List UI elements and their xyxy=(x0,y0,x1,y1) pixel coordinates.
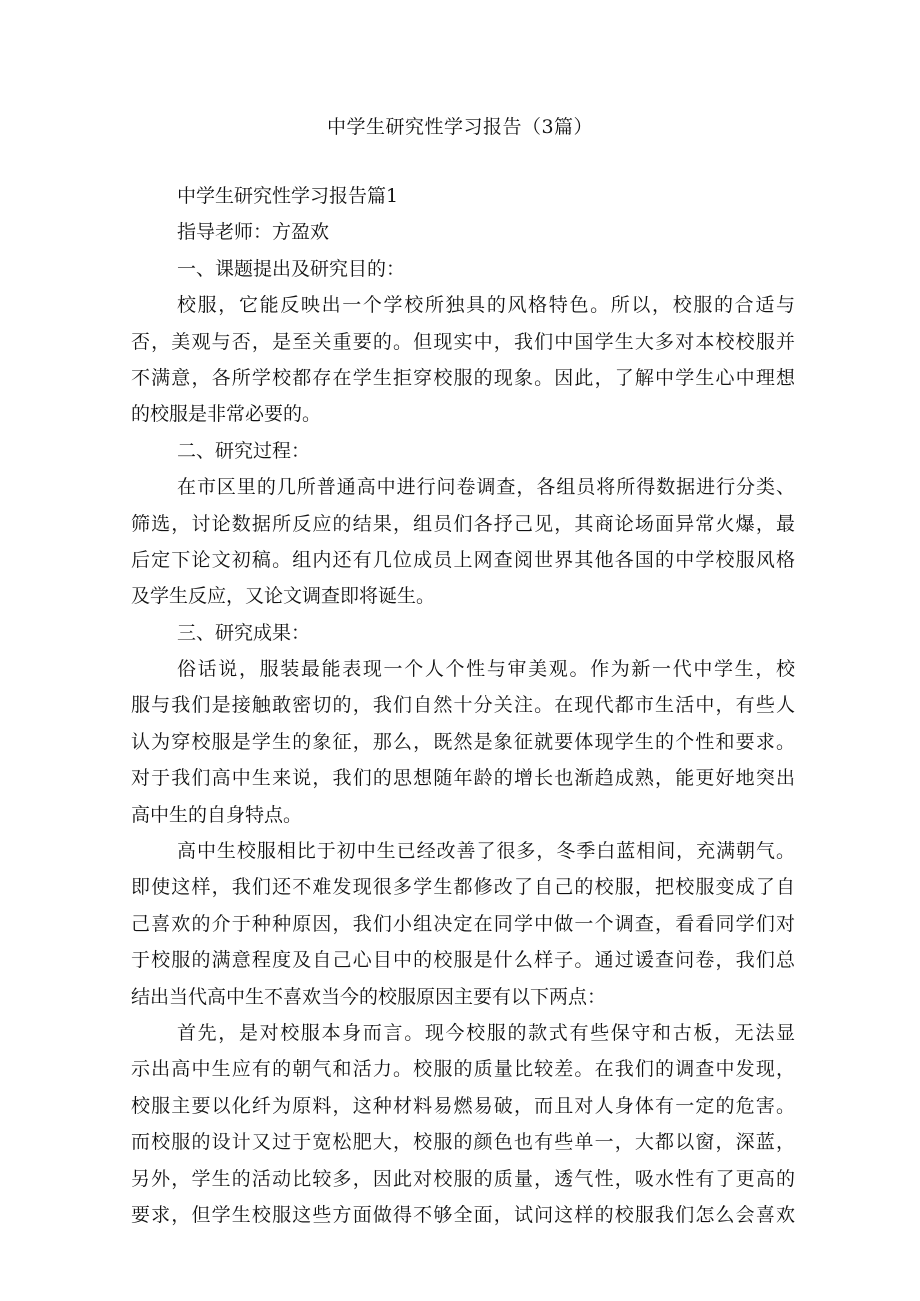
text-line: 三、研究成果： xyxy=(177,621,311,644)
text-line: 于校服的满意程度及自己心目中的校服是什么样子。通过谖查问卷，我们总 xyxy=(131,949,795,972)
text-line: 在市区里的几所普通高中进行问卷调查，各组员将所得数据进行分类、 xyxy=(177,476,795,499)
text-line: 高中生校服相比于初中生已经改善了很多，冬季白蓝相间，充满朝气。 xyxy=(177,840,795,863)
text-line: 要求，但学生校服这些方面做得不够全面，试问这样的校服我们怎么会喜欢 xyxy=(131,1203,795,1226)
text-line: 后定下论文初稿。组内还有几位成员上网查阅世界其他各国的中学校服风格 xyxy=(131,548,795,571)
text-line: 否，美观与否，是至关重要的。但现实中，我们中国学生大多对本校校服并 xyxy=(131,330,795,353)
text-line: 指导老师：方盈欢 xyxy=(177,221,330,244)
text-line: 及学生反应，又论文调查即将诞生。 xyxy=(131,585,436,608)
text-line: 结出当代高中生不喜欢当今的校服原因主要有以下两点： xyxy=(131,985,607,1008)
text-line: 的校服是非常必要的。 xyxy=(131,403,322,426)
text-line: 而校服的设计又过于宽松肥大，校服的颜色也有些单一，大都以窗，深蓝， xyxy=(131,1131,795,1154)
text-line: 己喜欢的介于种种原因，我们小组决定在同学中做一个调查，看看同学们对 xyxy=(131,912,795,935)
text-line: 不满意，各所学校都存在学生拒穿校服的现象。因此，了解中学生心中理想 xyxy=(131,366,795,389)
text-line: 对于我们高中生来说，我们的思想随年龄的增长也渐趋成熟，能更好地突出 xyxy=(131,767,795,790)
text-line: 二、研究过程： xyxy=(177,439,311,462)
text-line: 即使这样，我们还不难发现很多学生都修改了自己的校服，把校服变成了自 xyxy=(131,876,795,899)
text-line: 示出高中生应有的朝气和活力。校服的质量比较差。在我们的调查中发现， xyxy=(131,1058,795,1081)
text-line: 俗话说，服装最能表现一个人个性与审美观。作为新一代中学生，校 xyxy=(177,658,795,681)
text-line: 一、课题提出及研究目的： xyxy=(177,257,406,280)
text-line: 筛选，讨论数据所反应的结果，组员们各抒己见，其商论场面异常火爆，最 xyxy=(131,512,795,535)
text-line: 中学生研究性学习报告篇1 xyxy=(177,185,399,207)
text-line: 校服主要以化纤为原料，这种材料易燃易破，而且对人身体有一定的危害。 xyxy=(131,1094,795,1117)
text-line: 首先，是对校服本身而言。现今校服的款式有些保守和古板，无法显 xyxy=(177,1021,795,1044)
document-body xyxy=(131,178,795,1233)
document-title: 中学生研究性学习报告（3篇） xyxy=(326,116,594,138)
text-line: 另外，学生的活动比较多，因此对校服的质量，透气性，吸水性有了更高的 xyxy=(131,1167,795,1190)
text-line: 校服，它能反映出一个学校所独具的风格特色。所以，校服的合适与 xyxy=(177,294,795,317)
text-line: 认为穿校服是学生的象征，那么，既然是象征就要体现学生的个性和要求。 xyxy=(131,730,795,753)
text-line: 服与我们是接触敢密切的，我们自然十分关注。在现代都市生活中，有些人 xyxy=(131,694,795,717)
text-line: 高中生的自身特点。 xyxy=(131,803,303,826)
